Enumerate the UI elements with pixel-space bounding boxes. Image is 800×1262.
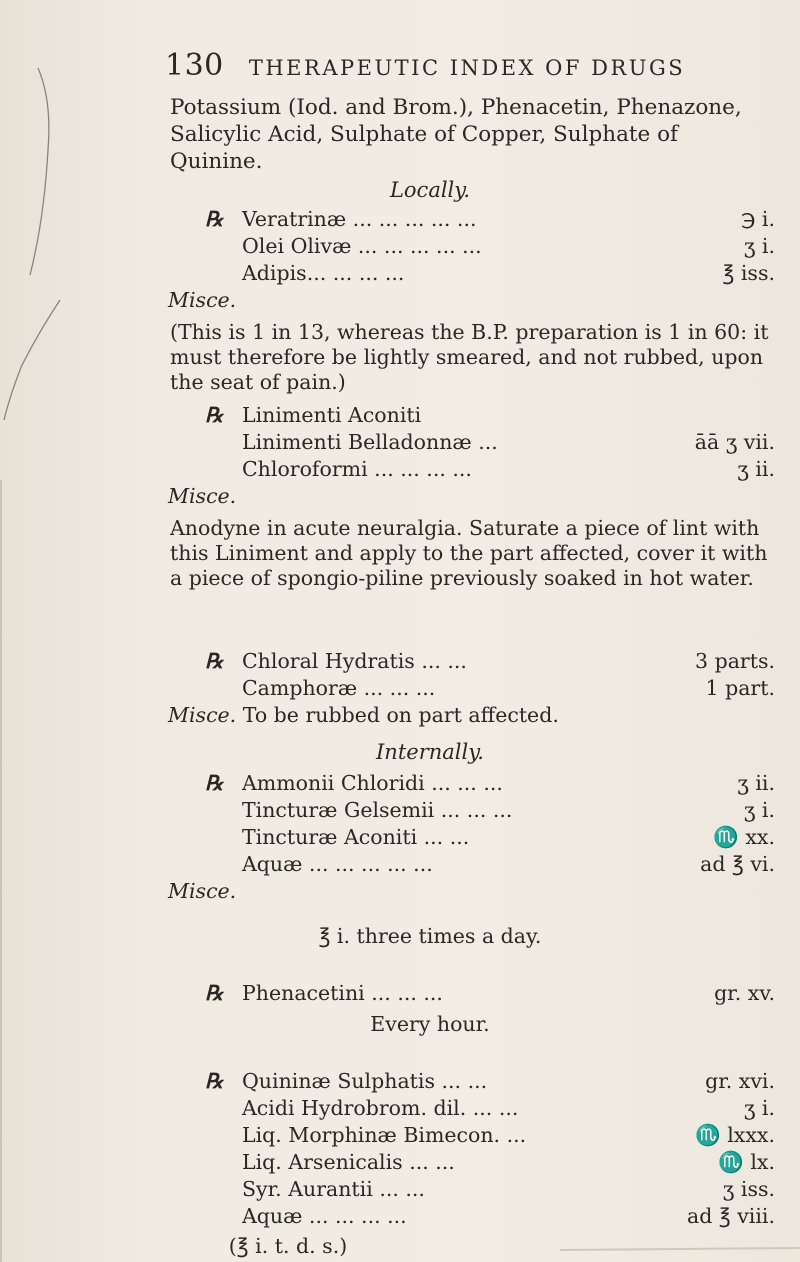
ingredient-dose: āā ʒ vii. xyxy=(694,430,775,454)
running-title: THERAPEUTIC INDEX OF DRUGS xyxy=(248,56,686,80)
rx-line xyxy=(205,1122,775,1149)
ingredient-dose: ʒ i. xyxy=(743,234,775,258)
dosage-direction: (℥ i. t. d. s.) xyxy=(228,1234,348,1258)
dosage-direction: Every hour. xyxy=(370,1012,490,1036)
rx-line xyxy=(205,648,775,675)
rx-line xyxy=(205,402,775,429)
ingredient-dose: ♏ lx. xyxy=(718,1150,775,1174)
misce-label: Misce. xyxy=(168,484,237,508)
rx-line xyxy=(205,980,775,1007)
rx-line xyxy=(205,1176,775,1203)
rx-symbol: ℞ xyxy=(205,207,224,231)
ingredient-name: Veratrinæ xyxy=(242,207,347,231)
misce-label: Misce. xyxy=(168,288,237,312)
leader-dots: ... ... ... ... xyxy=(306,261,405,285)
intro-paragraph: Potassium (Iod. and Brom.), Phenacetin, Phenazone, Salicylic Acid, Sulphate of Copper, Sulphate of Quinine. xyxy=(170,95,742,174)
misce-label: Misce. xyxy=(168,879,237,903)
ingredient-name: Aquæ xyxy=(242,852,303,876)
dosage-direction: ℥ i. three times a day. xyxy=(318,924,542,948)
prescription-1 xyxy=(168,206,775,314)
ingredient-dose: ℈ i. xyxy=(741,207,775,231)
ingredient-name: Linimenti Belladonnæ xyxy=(242,430,472,454)
leader-dots: ... ... ... ... ... xyxy=(346,207,477,231)
rx-symbol: ℞ xyxy=(205,1069,224,1093)
rx-line xyxy=(205,675,775,702)
rx-line xyxy=(205,260,775,287)
leader-dots: ... xyxy=(500,1123,527,1147)
ingredient-name: Camphoræ xyxy=(242,676,358,700)
ingredient-dose: ad ℥ vi. xyxy=(700,852,775,876)
prescription-3 xyxy=(168,648,775,729)
ingredient-dose: ʒ i. xyxy=(743,798,775,822)
ingredient-name: Aquæ xyxy=(242,1204,303,1228)
leader-dots: ... xyxy=(471,430,498,454)
ingredient-dose: ʒ ii. xyxy=(737,771,775,795)
leader-dots: ... ... xyxy=(372,1177,425,1201)
leader-dots: ... ... xyxy=(466,1096,519,1120)
ingredient-name: Olei Olivæ xyxy=(242,234,352,258)
ingredient-name: Syr. Aurantii xyxy=(242,1177,373,1201)
prescription-2 xyxy=(168,402,775,510)
rx-symbol: ℞ xyxy=(205,771,224,795)
rx-line xyxy=(205,1149,775,1176)
rx-line xyxy=(205,797,775,824)
ingredient-dose: ʒ ii. xyxy=(737,457,775,481)
ingredient-name: Liq. Arsenicalis xyxy=(242,1150,403,1174)
note-paragraph: Anodyne in acute neuralgia. Saturate a piece of lint with this Liniment and apply to the part affected, cover it with a piece of spongio-piline previously soaked in hot water. xyxy=(170,516,768,590)
prescription-4 xyxy=(168,770,775,905)
note-paragraph: (This is 1 in 13, whereas the B.P. preparation is 1 in 60: it must therefore be lightly smeared, and not rubbed, upon the seat of pain.) xyxy=(170,320,769,394)
ingredient-dose: ʒ i. xyxy=(743,1096,775,1120)
rx-line xyxy=(205,233,775,260)
rx-line xyxy=(205,851,775,878)
section-heading-locally: Locally. xyxy=(389,178,471,202)
ingredient-name: Phenacetini xyxy=(242,981,365,1005)
leader-dots: ... ... ... xyxy=(424,771,503,795)
rx-line xyxy=(205,429,775,456)
ingredient-name: Tincturæ Gelsemii xyxy=(242,798,435,822)
leader-dots: ... ... xyxy=(417,825,470,849)
rx-line xyxy=(205,456,775,483)
page-number: 130 xyxy=(165,48,224,83)
ingredient-name: Liq. Morphinæ Bimecon. xyxy=(242,1123,501,1147)
ingredient-dose: ♏ lxxx. xyxy=(695,1123,775,1147)
leader-dots: ... ... xyxy=(434,1069,488,1093)
prescription-5 xyxy=(205,980,775,1007)
ingredient-dose: gr. xv. xyxy=(714,981,775,1005)
rx-line xyxy=(205,770,775,797)
ingredient-name: Ammonii Chloridi xyxy=(242,771,425,795)
rx-symbol: ℞ xyxy=(205,981,224,1005)
ingredient-name: Acidi Hydrobrom. dil. xyxy=(242,1096,467,1120)
ingredient-name: Chloral Hydratis xyxy=(242,649,415,673)
rx-line xyxy=(205,1068,775,1095)
rx-symbol: ℞ xyxy=(205,649,224,673)
misce-line xyxy=(168,702,775,729)
ingredient-dose: ℥ iss. xyxy=(722,261,775,285)
misce-instruction: To be rubbed on part affected. xyxy=(242,703,559,727)
rx-symbol: ℞ xyxy=(205,403,224,427)
prescription-6 xyxy=(205,1068,775,1230)
ingredient-dose: ʒ iss. xyxy=(722,1177,775,1201)
leader-dots: ... ... xyxy=(402,1150,455,1174)
leader-dots: ... ... ... ... ... xyxy=(302,852,433,876)
ingredient-dose: ad ℥ viii. xyxy=(687,1204,775,1228)
leader-dots: ... ... xyxy=(414,649,467,673)
leader-dots: ... ... ... ... xyxy=(302,1204,407,1228)
page-header xyxy=(165,48,685,83)
ingredient-dose: ♏ xx. xyxy=(713,825,775,849)
rx-line xyxy=(205,824,775,851)
ingredient-name: Quininæ Sulphatis xyxy=(242,1069,435,1093)
ingredient-name: Adipis xyxy=(242,261,307,285)
rx-line xyxy=(205,206,775,233)
ingredient-dose: 1 part. xyxy=(705,676,775,700)
ingredient-dose: gr. xvi. xyxy=(705,1069,775,1093)
ingredient-name: Linimenti Aconiti xyxy=(242,403,422,427)
leader-dots: ... ... ... xyxy=(357,676,436,700)
rx-line xyxy=(205,1095,775,1122)
leader-dots: ... ... ... ... xyxy=(367,457,472,481)
section-heading-internally: Internally. xyxy=(376,740,484,764)
ingredient-dose: 3 parts. xyxy=(695,649,775,673)
leader-dots: ... ... ... ... ... xyxy=(351,234,482,258)
leader-dots: ... ... ... xyxy=(364,981,443,1005)
leader-dots: ... ... ... xyxy=(434,798,513,822)
ingredient-name: Tincturæ Aconiti xyxy=(242,825,418,849)
ingredient-name: Chloroformi xyxy=(242,457,368,481)
misce-label: Misce. xyxy=(168,703,237,727)
rx-line xyxy=(205,1203,775,1230)
